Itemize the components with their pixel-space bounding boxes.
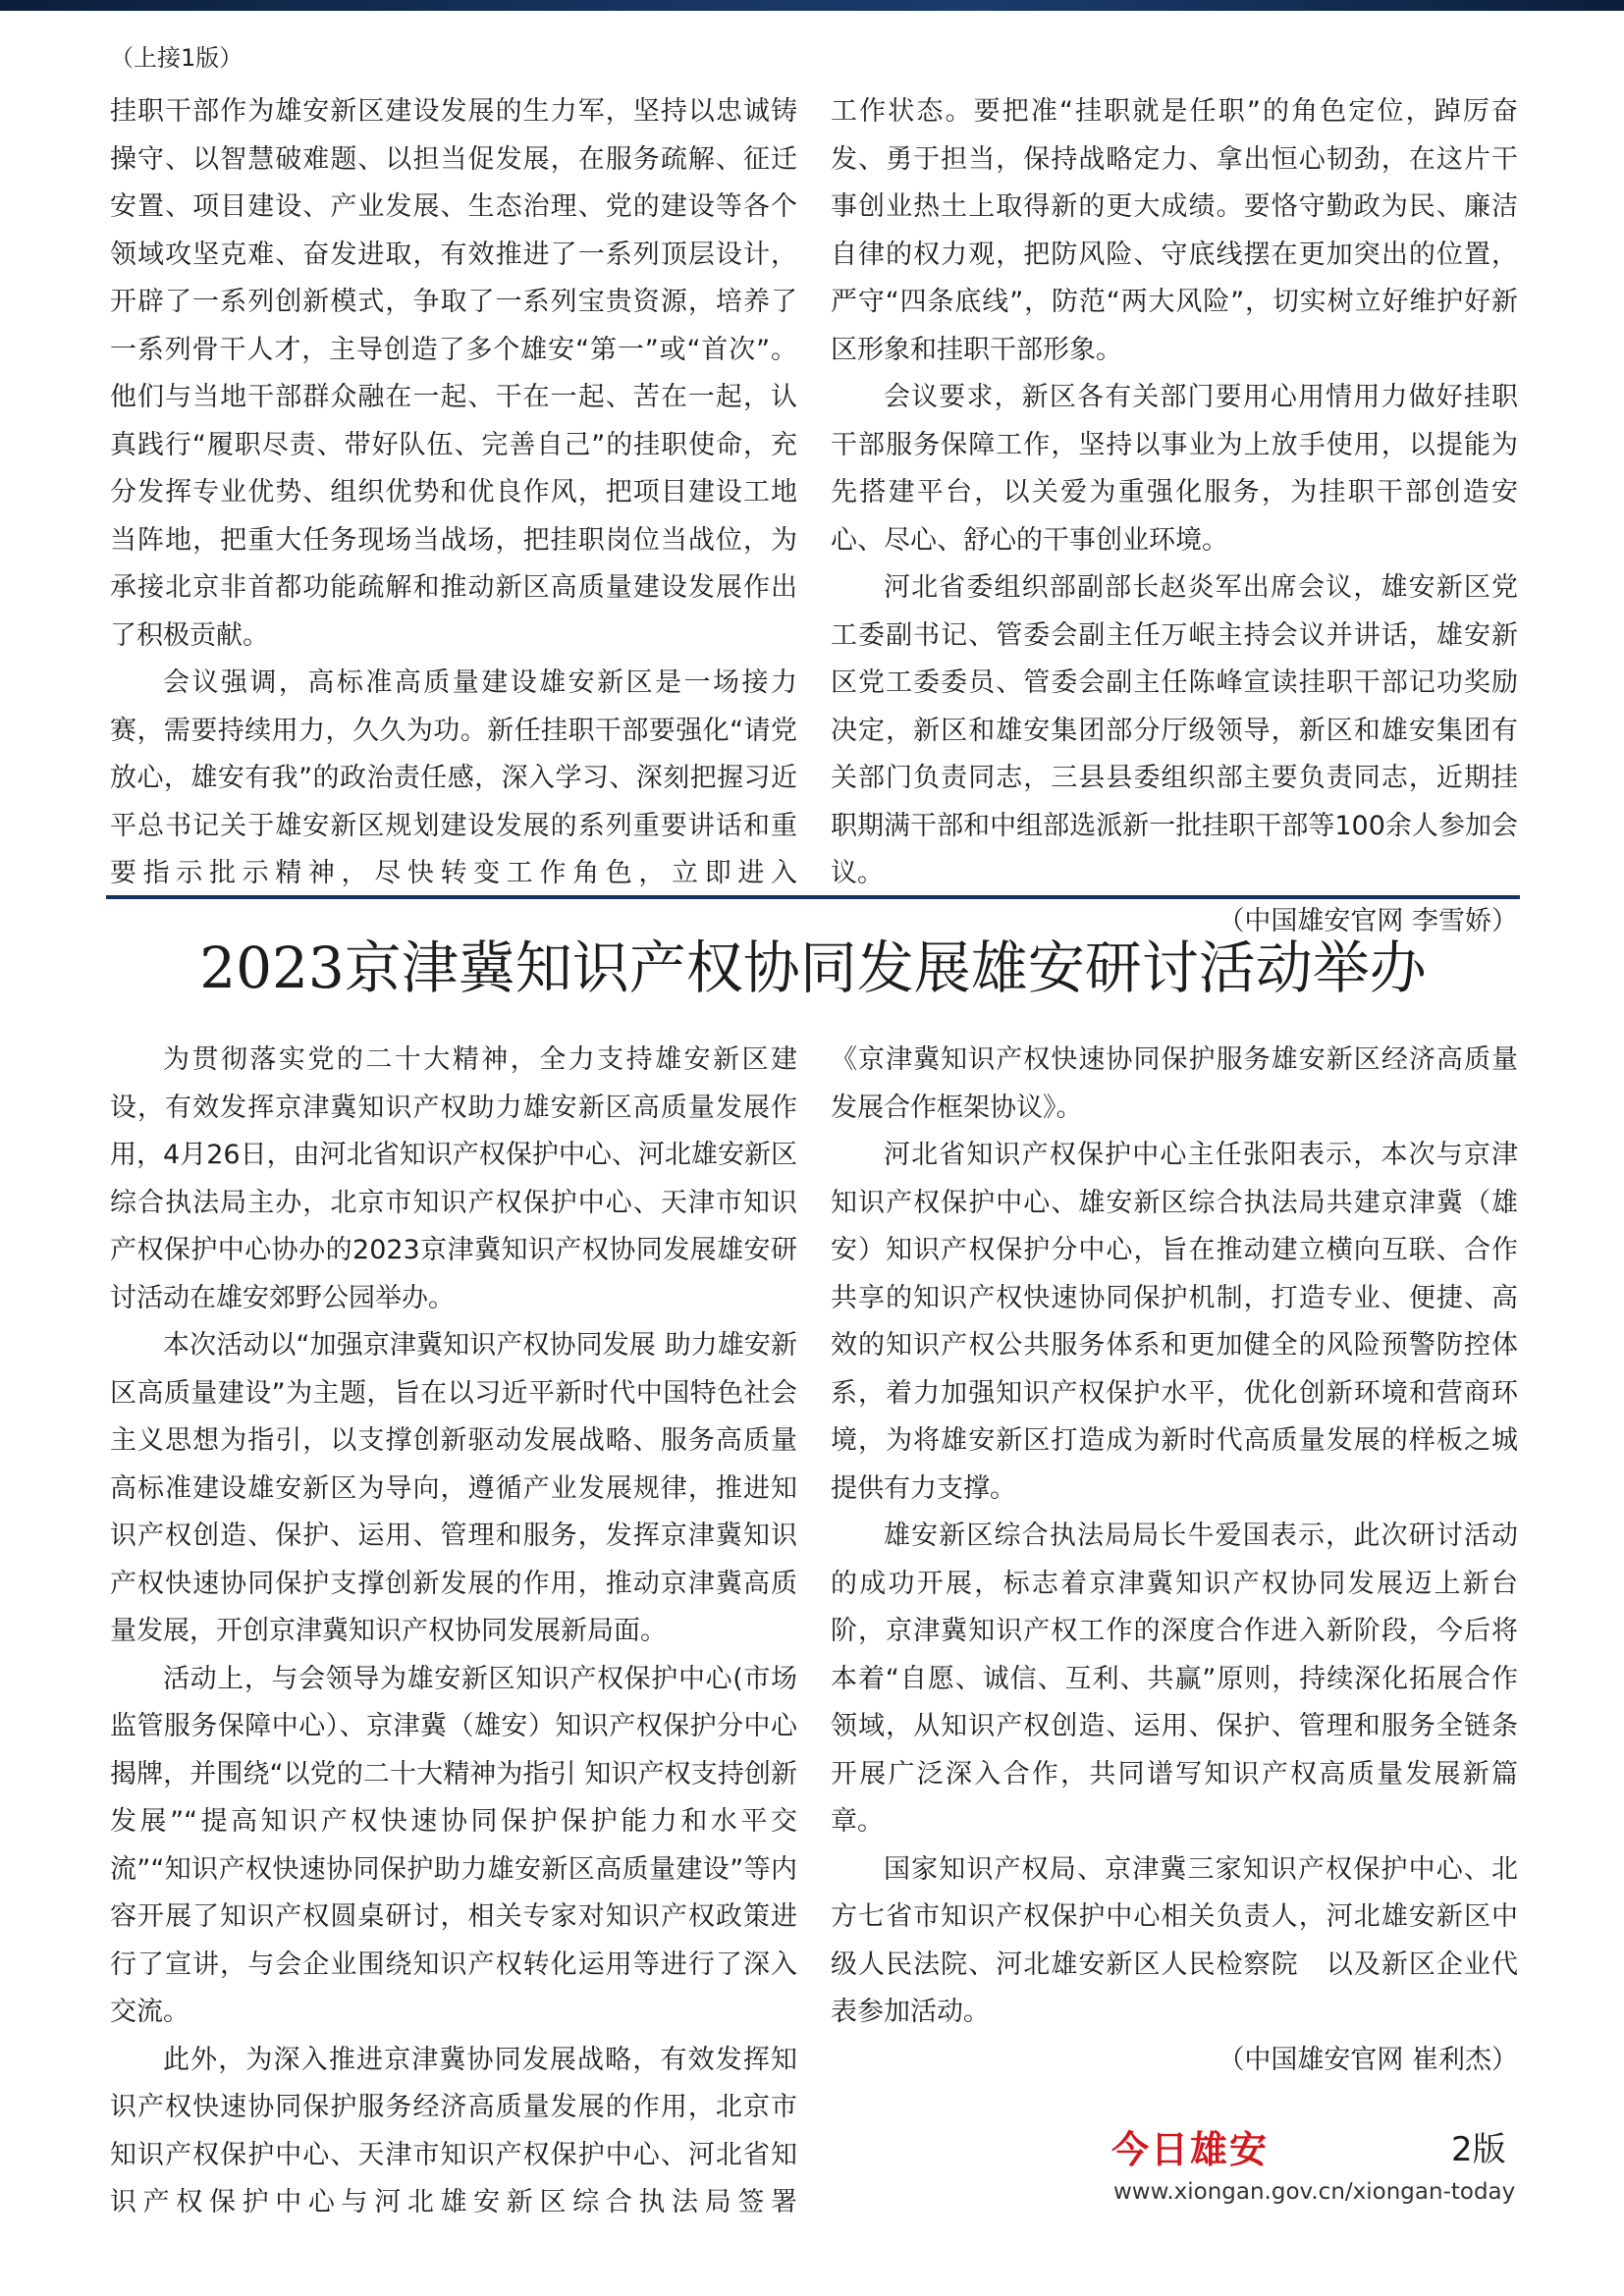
publication-logo: 今日雄安	[1111, 2127, 1270, 2171]
footer-url: www.xiongan.gov.cn/xiongan-today	[1113, 2179, 1516, 2205]
article2-paragraph: 雄安新区综合执法局局长牛爱国表示，此次研讨活动的成功开展，标志着京津冀知识产权协同发展迈上新台阶，京津冀知识产权工作的深度合作进入新阶段，今后将本着“自愿、诚信、互利、共赢”原则，持续深化拓展合作领域，从知识产权创造、运用、保护、管理和服务全链条开展广泛深入合作，共同谱写知识产权高质量发展新篇章。	[831, 1521, 1518, 1837]
article2-paragraph: 为贯彻落实党的二十大精神，全力支持雄安新区建设，有效发挥京津冀知识产权助力雄安新区高质量发展作用，4月26日，由河北省知识产权保护中心、河北雄安新区综合执法局主办，北京市知识产权保护中心、天津市知识产权保护中心协办的2023京津冀知识产权协同发展雄安研讨活动在雄安郊野公园举办。	[110, 1044, 797, 1313]
article1-source: （中国雄安官网 李雪娇）	[1218, 905, 1518, 936]
article2-paragraph: 活动上，与会领导为雄安新区知识产权保护中心(市场监管服务保障中心）、京津冀（雄安）知识产权保护分中心揭牌，并围绕“以党的二十大精神为指引 知识产权支持创新发展”“提高知识产权快速协同保护保护能力和水平交流”“知识产权快速协同保护助力雄安新区高质量建设”等内容开展了知识产权圆桌研讨，相关专家对知识产权政策进行了宣讲，与会企业围绕知识产权转化运用等进行了深入交流。	[110, 1663, 797, 2027]
article1-column-left	[110, 88, 797, 898]
continued-from-label: （上接1版）	[110, 44, 244, 72]
top-banner-stripe	[0, 0, 1624, 11]
article2-source: （中国雄安官网 崔利杰）	[1218, 2044, 1518, 2075]
article2-column-right	[831, 1037, 1518, 2084]
article2-column-left	[110, 1037, 797, 2227]
article2-paragraph: 国家知识产权局、京津冀三家知识产权保护中心、北方七省市知识产权保护中心相关负责人，河北雄安新区中级人民法院、河北雄安新区人民检察院 以及新区企业代表参加活动。	[831, 1853, 1518, 2027]
article2-paragraph: 河北省知识产权保护中心主任张阳表示，本次与京津知识产权保护中心、雄安新区综合执法局共建京津冀（雄安）知识产权保护分中心，旨在推动建立横向互联、合作共享的知识产权快速协同保护机制，打造专业、便捷、高效的知识产权公共服务体系和更加健全的风险预警防控体系，着力加强知识产权保护水平，优化创新环境和营商环境，为将雄安新区打造成为新时代高质量发展的样板之城提供有力支撑。	[831, 1140, 1518, 1504]
article1-paragraph: 工作状态。要把准“挂职就是任职”的角色定位，踔厉奋发、勇于担当，保持战略定力、拿出恒心韧劲，在这片干事创业热土上取得新的更大成绩。要恪守勤政为民、廉洁自律的权力观，把防风险、守底线摆在更加突出的位置，严守“四条底线”，防范“两大风险”，切实树立好维护好新区形象和挂职干部形象。	[831, 96, 1518, 365]
article2-paragraph: 此外，为深入推进京津冀协同发展战略，有效发挥知识产权快速协同保护服务经济高质量发展的作用，北京市知识产权保护中心、天津市知识产权保护中心、河北省知识产权保护中心与河北雄安新区综合执法局签署	[110, 2044, 797, 2217]
page-number: 2版	[1451, 2130, 1506, 2169]
article2-paragraph: 《京津冀知识产权快速协同保护服务雄安新区经济高质量发展合作框架协议》。	[831, 1044, 1518, 1123]
section-divider	[106, 895, 1520, 899]
article1-paragraph: 会议要求，新区各有关部门要用心用情用力做好挂职干部服务保障工作，坚持以事业为上放手使用，以提能为先搭建平台，以关爱为重强化服务，为挂职干部创造安心、尽心、舒心的干事创业环境。	[831, 382, 1518, 556]
article1-column-right	[831, 88, 1518, 945]
article2-headline: 2023京津冀知识产权协同发展雄安研讨活动举办	[199, 934, 1427, 1001]
article1-paragraph: 河北省委组织部副部长赵炎军出席会议，雄安新区党工委副书记、管委会副主任万岷主持会议并讲话，雄安新区党工委委员、管委会副主任陈峰宣读挂职干部记功奖励决定，新区和雄安集团部分厅级领导，新区和雄安集团有关部门负责同志，三县县委组织部主要负责同志，近期挂职期满干部和中组部选派新一批挂职干部等100余人参加会议。	[831, 572, 1518, 888]
article1-paragraph: 挂职干部作为雄安新区建设发展的生力军，坚持以忠诚铸操守、以智慧破难题、以担当促发展，在服务疏解、征迁安置、项目建设、产业发展、生态治理、党的建设等各个领域攻坚克难、奋发进取，有效推进了一系列顶层设计，开辟了一系列创新模式，争取了一系列宝贵资源，培养了一系列骨干人才，主导创造了多个雄安“第一”或“首次”。他们与当地干部群众融在一起、干在一起、苦在一起，认真践行“履职尽责、带好队伍、完善自己”的挂职使命，充分发挥专业优势、组织优势和优良作风，把项目建设工地当阵地，把重大任务现场当战场，把挂职岗位当战位，为承接北京非首都功能疏解和推动新区高质量建设发展作出了积极贡献。	[110, 96, 797, 651]
article1-paragraph: 会议强调，高标准高质量建设雄安新区是一场接力赛，需要持续用力，久久为功。新任挂职干部要强化“请党放心，雄安有我”的政治责任感，深入学习、深刻把握习近平总书记关于雄安新区规划建设发展的系列重要讲话和重要指示批示精神，尽快转变工作角色，立即进入	[110, 667, 797, 888]
article2-paragraph: 本次活动以“加强京津冀知识产权协同发展 助力雄安新区高质量建设”为主题，旨在以习近平新时代中国特色社会主义思想为指引，以支撑创新驱动发展战略、服务高质量高标准建设雄安新区为导向，遵循产业发展规律，推进知识产权创造、保护、运用、管理和服务，发挥京津冀知识产权快速协同保护支撑创新发展的作用，推动京津冀高质量发展，开创京津冀知识产权协同发展新局面。	[110, 1330, 797, 1646]
